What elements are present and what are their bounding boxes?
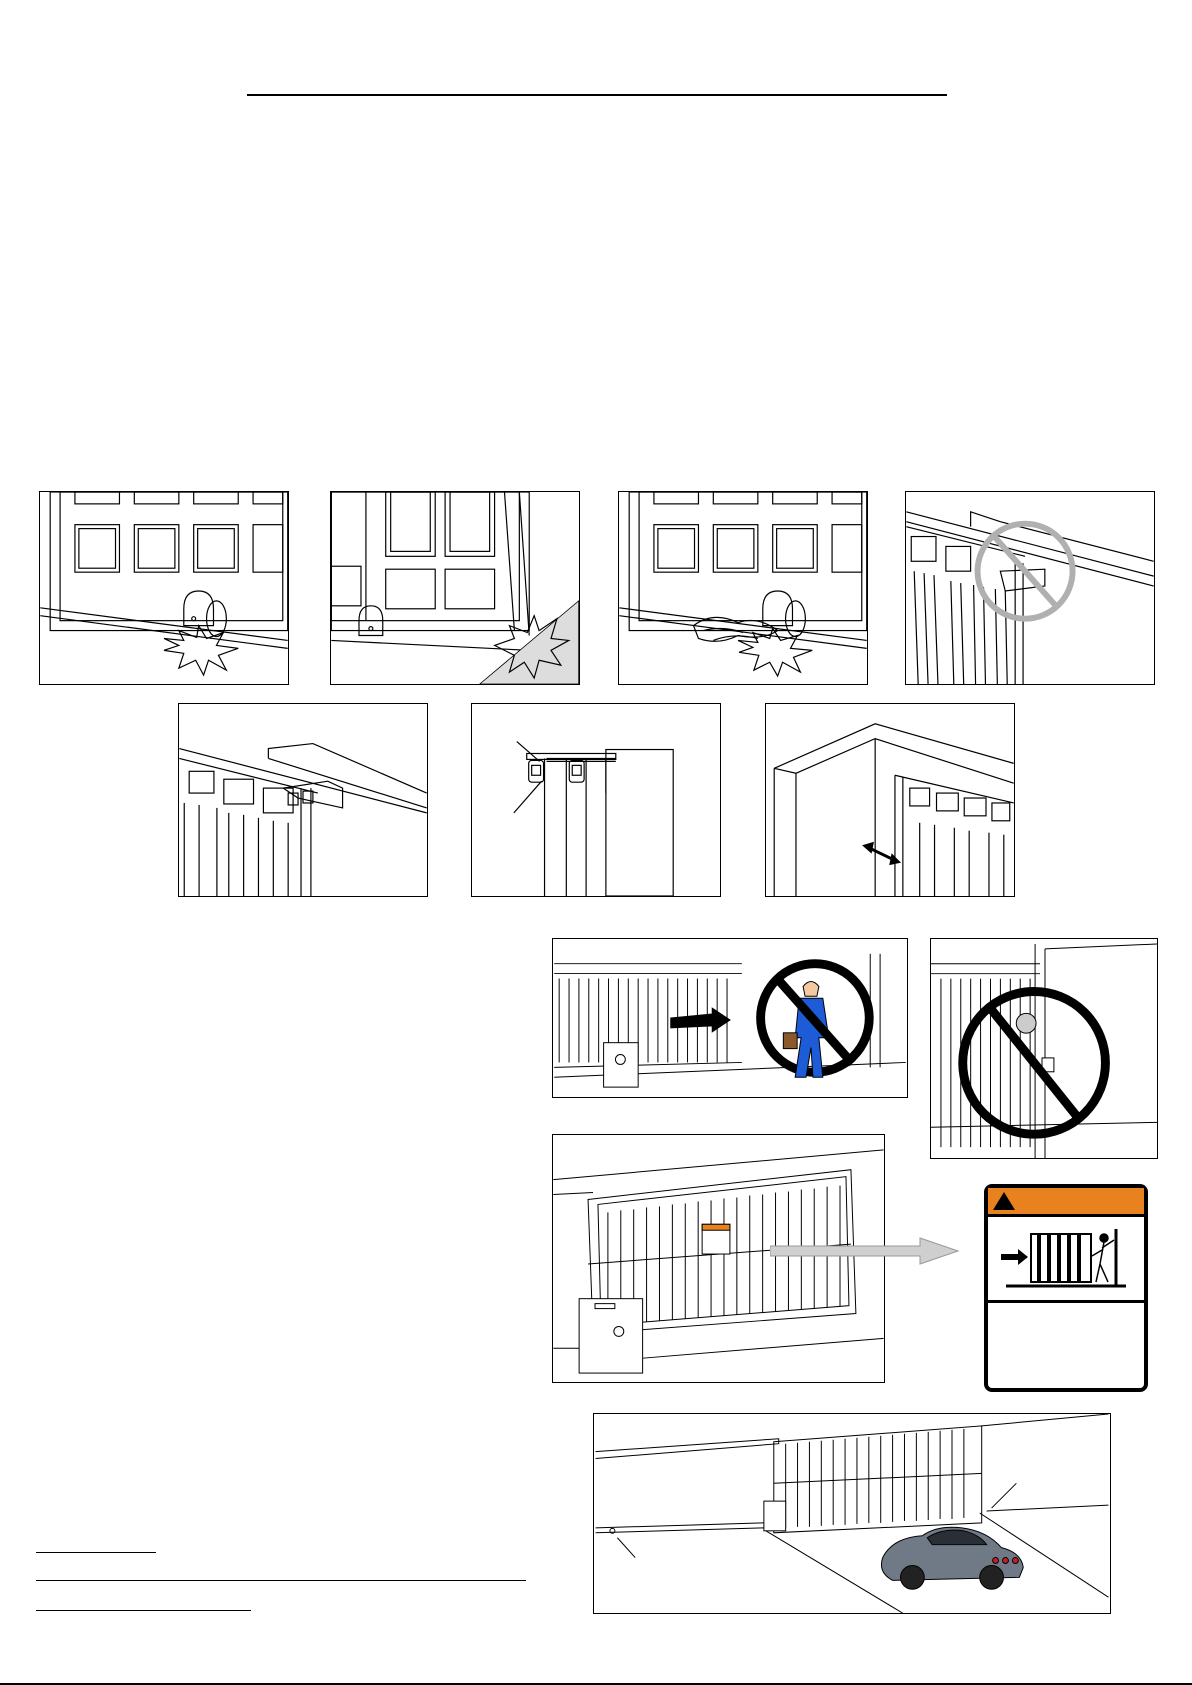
gate-guide-bracket-icon	[179, 704, 427, 896]
figure-debris-track	[618, 491, 868, 685]
figure-guide-rollers	[471, 703, 721, 897]
figure-guide-bracket	[178, 703, 428, 897]
warning-triangle-icon	[992, 1191, 1016, 1211]
footnote-rule-short	[36, 1552, 156, 1553]
figure-end-stop-impact	[330, 491, 580, 685]
heading-rule	[247, 94, 947, 96]
gate-end-burst-icon	[331, 492, 579, 684]
warning-sign-divider	[988, 1300, 1144, 1303]
figure-no-protrusion	[905, 491, 1155, 685]
gate-prohibited-bracket-icon	[906, 492, 1154, 684]
pointer-arrow-icon	[770, 1236, 960, 1266]
footnote-rule-long	[36, 1580, 526, 1581]
gate-crush-pictogram-icon	[996, 1224, 1136, 1294]
figure-wheel-derail	[39, 491, 289, 685]
gate-guide-rollers-icon	[472, 704, 720, 896]
figure-no-reach-through	[930, 938, 1158, 1159]
gate-wheel-burst-icon	[40, 492, 288, 684]
figure-no-pedestrian	[552, 938, 908, 1098]
figure-vehicle-detection	[593, 1413, 1111, 1614]
gate-gap-arrow-icon	[766, 704, 1014, 896]
warning-sign	[984, 1184, 1148, 1392]
footnote-rule-medium	[36, 1610, 251, 1611]
figure-gap-clearance	[765, 703, 1015, 897]
gate-car-driveway-icon	[594, 1414, 1110, 1613]
gate-debris-wheel-icon	[619, 492, 867, 684]
no-reach-through-icon	[931, 939, 1157, 1158]
no-pedestrian-icon	[553, 939, 907, 1097]
